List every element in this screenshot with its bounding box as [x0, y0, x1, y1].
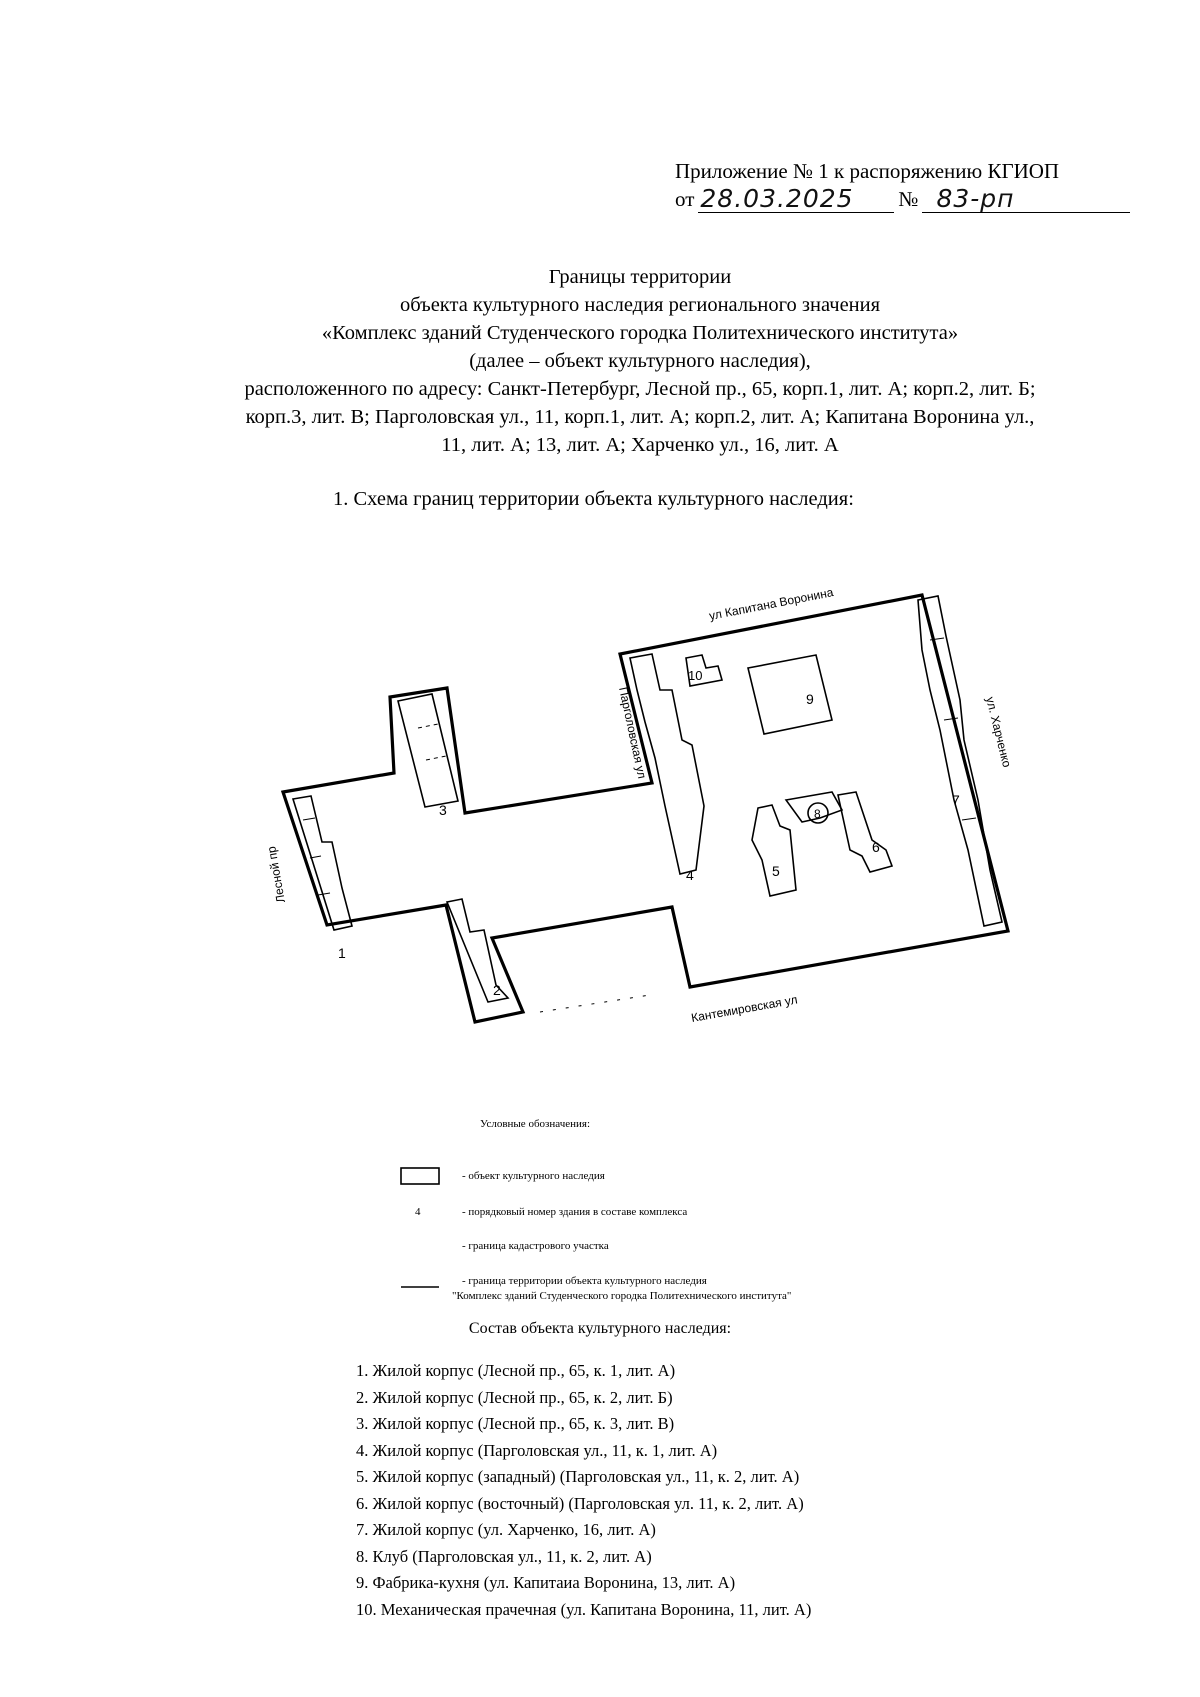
legend-title: Условные обозначения:	[480, 1118, 591, 1130]
building-number: 7	[952, 792, 960, 808]
legend-item-boundary: - граница территории объекта культурного наследия	[462, 1275, 707, 1287]
list-item: 9. Фабрика-кухня (ул. Капитаиа Воронина, 13, лит. А)	[356, 1573, 736, 1592]
section-heading: 1. Схема границ территории объекта культурного наследия:	[333, 488, 854, 510]
street-kapitana-voronina: ул Капитана Воронина	[707, 585, 835, 623]
title-line: «Комплекс зданий Студенческого городка Политехнического института»	[321, 322, 959, 344]
list-item: 3. Жилой корпус (Лесной пр., 65, к. 3, лит. В)	[356, 1414, 675, 1433]
list-item: 10. Механическая прачечная (ул. Капитана Воронина, 11, лит. А)	[356, 1599, 812, 1619]
list-item: 5. Жилой корпус (западный) (Парголовская ул., 11, к. 2, лит. А)	[356, 1467, 800, 1486]
building-number: 8	[814, 807, 821, 821]
building-6-outline	[838, 792, 892, 872]
list-item: 7. Жилой корпус (ул. Харченко, 16, лит. А)	[356, 1520, 656, 1539]
street-lesnoy: Лесной пр	[264, 845, 288, 904]
title-line: корп.3, лит. В; Парголовская ул., 11, корп.1, лит. А; корп.2, лит. А; Капитана Воронина ул.,	[245, 406, 1035, 428]
street-kharchenko: ул. Харченко	[983, 695, 1015, 769]
street-kantemirovskaya: Кантемировская ул	[690, 992, 799, 1025]
list-item: 2. Жилой корпус (Лесной пр., 65, к. 2, лит. Б)	[356, 1387, 673, 1407]
building-7-outline	[918, 596, 1002, 926]
composition-list	[356, 1358, 811, 1623]
title-line: расположенного по адресу: Санкт-Петербург, Лесной пр., 65, корп.1, лит. А; корп.2, лит. Б;	[244, 378, 1036, 400]
building-number: 10	[688, 668, 703, 683]
handwritten-date: 28.03.2025	[698, 185, 894, 213]
title-line: объекта культурного наследия регионального значения	[399, 294, 881, 316]
building-number: 1	[338, 945, 346, 961]
appendix-line: Приложение № 1 к распоряжению КГИОП	[675, 159, 1060, 183]
title-line: 11, лит. А; 13, лит. А; Харченко ул., 16, лит. А	[441, 434, 839, 456]
list-item: 6. Жилой корпус (восточный) (Парголовская ул. 11, к. 2, лит. А)	[356, 1493, 804, 1513]
building-number: 5	[772, 863, 780, 879]
legend-item-boundary-name: "Комплекс зданий Студенческого городка Политехнического института"	[452, 1290, 792, 1302]
building-number: 2	[493, 982, 501, 998]
legend-item-building-number: - порядковый номер здания в составе комплекса	[462, 1206, 688, 1218]
legend-item-cadastral: - граница кадастрового участка	[462, 1240, 609, 1252]
title-line: (далее – объект культурного наследия),	[469, 350, 811, 372]
number-label: №	[898, 187, 919, 211]
territory-boundary	[283, 595, 1008, 1025]
handwritten-number: 83-рп	[922, 185, 1130, 213]
composition-title: Состав объекта культурного наследия:	[468, 1320, 732, 1337]
building-9-outline	[748, 655, 832, 734]
list-item: 1. Жилой корпус (Лесной пр., 65, к. 1, лит. А)	[356, 1361, 676, 1380]
legend-symbol-box	[401, 1168, 439, 1184]
building-number: 4	[686, 867, 694, 883]
list-item: 4. Жилой корпус (Парголовская ул., 11, к. 1, лит. А)	[356, 1440, 718, 1460]
building-5-outline	[752, 805, 796, 896]
building-number: 6	[872, 839, 880, 855]
building-number: 9	[806, 691, 814, 707]
list-item: 8. Клуб (Парголовская ул., 11, к. 2, лит. А)	[356, 1546, 652, 1566]
building-number: 3	[439, 802, 447, 818]
title-line: Границы территории	[548, 266, 732, 288]
street-pargolovskaya: Парголовская ул	[616, 685, 650, 780]
legend-symbol-number: 4	[415, 1206, 421, 1218]
legend-item-object: - объект культурного наследия	[462, 1170, 605, 1182]
from-label: от	[675, 187, 695, 211]
